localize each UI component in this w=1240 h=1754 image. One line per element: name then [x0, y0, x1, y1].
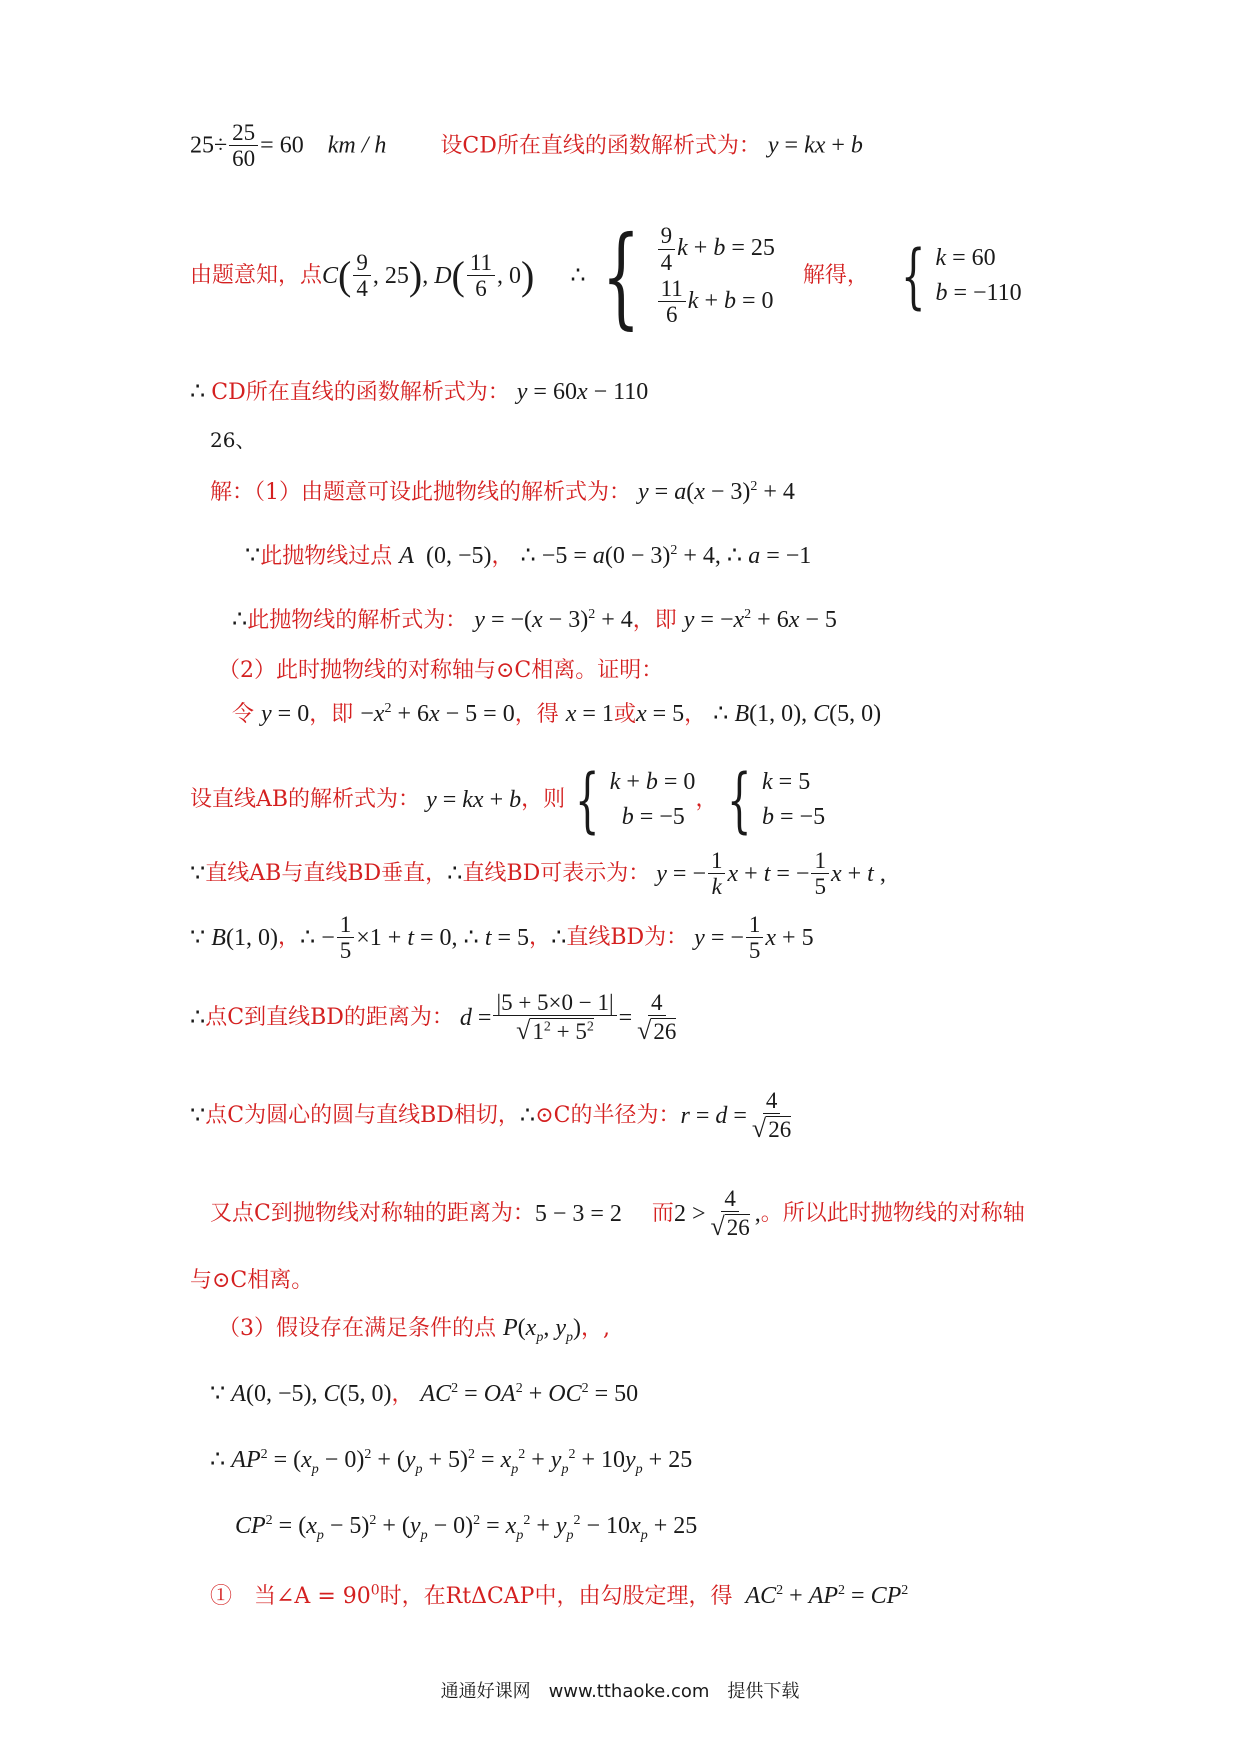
question-number: 26、	[210, 428, 256, 452]
line-roots: 令 y = 0，即 $-x^2 + 6x - 5 = 0$，得 x = 1或x = 5， ∴ B(1, 0), C(5, 0)	[232, 701, 882, 727]
line12-mid: 直线BD为：	[566, 925, 689, 951]
line14-mid: ⊙C的半径为：	[535, 1102, 681, 1128]
footer: 通通好课网 www.tthaoke.com 提供下载	[440, 1681, 800, 1702]
line-cd-equation: ∴ CD所在直线的函数解析式为： y = 60x − 110	[190, 379, 649, 405]
line7-text: 此抛物线的解析式为：	[247, 608, 468, 633]
line15-end: 。所以此时抛物线的对称轴	[760, 1200, 1025, 1226]
line10-text: 设直线AB的解析式为：	[190, 786, 421, 812]
line10-mid: ，则	[521, 786, 566, 812]
solution-kb: { k = 60 b = −110	[900, 235, 1022, 317]
line3-text: CD所在直线的函数解析式为：	[211, 380, 510, 405]
line20-mid: 时，在RtΔCAP中，由勾股定理，得	[379, 1584, 733, 1609]
line7-mid: ，即	[632, 608, 677, 633]
line-points-cd: 由题意知，点 C ( $\frac{9}{4}$ , 25 ) , D ( $\frac{11}{6}$ , 0 ) ∴ { $\frac{9}{4}$ k + b = 25 $\frac{11}{6}$ k + b = 0 解得， { k = 60 b = −110	[190, 212, 1022, 340]
line-radius: ∵ 点C为圆心的圆与直线BD相切， ∴ ⊙C的半径为： r = d = $\frac{4}{√26}$	[190, 1088, 792, 1144]
line9-d: 或	[613, 702, 636, 727]
line-ac: ∵ A(0, −5), C(5, 0)， $AC^2 = OA^2 + OC^2 = 50$	[210, 1381, 639, 1407]
line-conclusion: 与⊙C相离。	[190, 1268, 314, 1293]
line15-mid: 而	[651, 1200, 674, 1226]
line-ap: ∴ $AP^2 = (x_p - 0)^2 + (y_p + 5)^2 = x_p^2 + y_p^2 + 10y_p + 25$	[210, 1447, 693, 1477]
line-parabola: ∴此抛物线的解析式为： $y = -(x - 3)^2 + 4$，即 $y = -x^2 + 6x - 5$	[232, 607, 837, 633]
line6-text: 此抛物线过点	[260, 544, 393, 569]
line14-text: 点C为圆心的圆与直线BD相切，	[205, 1102, 520, 1128]
line-part2: （2）此时抛物线的对称轴与⊙C相离。证明：	[218, 658, 664, 683]
line-ab: 设直线AB的解析式为： y = kx + b ，则 { k + b = 0 b = −5 ， { k = 5 b = −5	[190, 759, 826, 841]
line5-text: 解：（1）由题意可设此抛物线的解析式为：	[210, 480, 631, 505]
line9-a: 令	[232, 702, 255, 727]
line17-text: （3）假设存在满足条件的点	[218, 1316, 496, 1341]
solution-ab: { k = 5 b = −5	[727, 759, 826, 841]
line15-text: 又点C到抛物线对称轴的距离为：	[210, 1200, 535, 1226]
line-case1: ① 当∠A = $90^0$时，在RtΔCAP中，由勾股定理，得 $AC^2 + AP^2 = CP^2$	[210, 1582, 909, 1609]
line-part3: （3）假设存在满足条件的点 $P(x_p$, $y_p$)，,	[218, 1315, 610, 1345]
line13-text: 点C到直线BD的距离为：	[205, 1004, 454, 1030]
line11-mid: 直线BD可表示为：	[462, 861, 651, 887]
line-distance: ∴ 点C到直线BD的距离为： d = $\frac{|5 + 5\times 0 - 1|}{√1^2 + 5^2}$ = $\frac{4}{√26}$	[190, 990, 677, 1046]
line-axis-distance: 又点C到抛物线对称轴的距离为： 5 − 3 = 2 而 2 > $\frac{4}{√26}$ , 。所以此时抛物线的对称轴	[210, 1186, 1025, 1242]
line20-text: ① 当∠A = 90	[210, 1584, 371, 1609]
line9-c: ，得	[514, 702, 559, 727]
fraction-25-60: $\frac{25}{60}$	[229, 120, 258, 173]
line-speed: 25÷ $\frac{25}{60}$ = 60 km / h 设CD所在直线的函数解析式为： y = kx + b	[190, 120, 863, 172]
line1-text: 设CD所在直线的函数解析式为：	[440, 133, 761, 159]
line-bd: ∵ B(1, 0) ， ∴ − $\frac{1}{5}$ ×1 + t = 0, ∴ t = 5 ， ∴ 直线BD为： y = − $\frac{1}{5}$ x + 5	[190, 912, 814, 964]
line-point-a: ∵此抛物线过点 A (0, −5)， ∴ $-5 = a(0 - 3)^2 + 4$, ∴ a = −1	[245, 543, 812, 569]
line-bd-perp: ∵ 直线AB与直线BD垂直， ∴ 直线BD可表示为： y = − $\frac{1}{k}$ x + t = − $\frac{1}{5}$ x + t ,	[190, 848, 886, 900]
line2-solve: 解得，	[802, 262, 869, 288]
line-part1: 解：（1）由题意可设此抛物线的解析式为： $y = a(x - 3)^2 + 4$	[210, 479, 795, 505]
line-cp: $CP^2 = (x_p - 5)^2 + (y_p - 0)^2 = x_p^2 + y_p^2 - 10x_p + 25$	[235, 1513, 698, 1543]
system-ab: { k + b = 0 b = −5	[575, 759, 696, 841]
system-cd: { $\frac{9}{4}$ k + b = 25 $\frac{11}{6}$ k + b = 0	[601, 212, 775, 340]
line2-text: 由题意知，点	[190, 262, 323, 288]
line11-text: 直线AB与直线BD垂直，	[205, 861, 448, 887]
line9-b: ，即	[309, 702, 354, 727]
